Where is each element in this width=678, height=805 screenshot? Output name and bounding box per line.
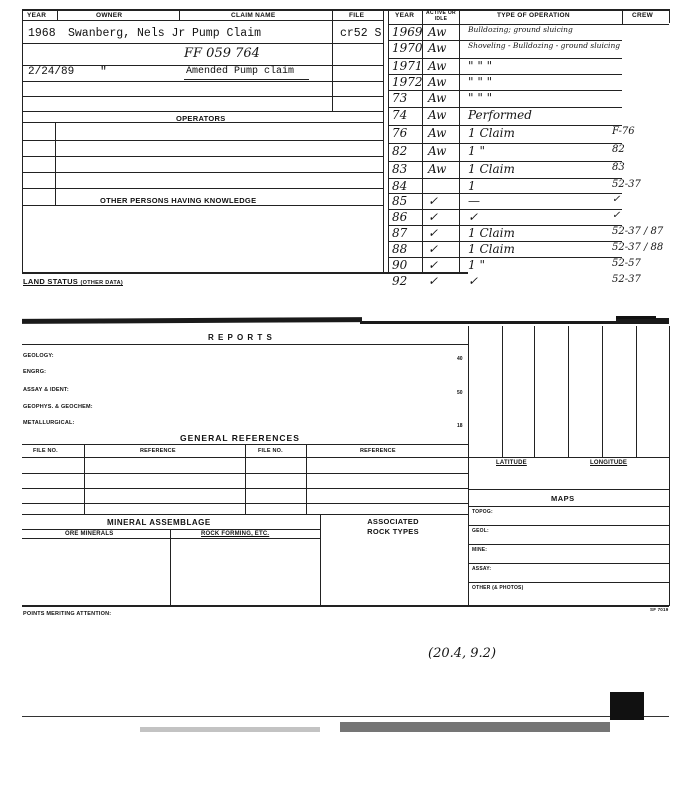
operation-year: 74 [392,108,408,122]
operation-status: Aw [428,41,447,55]
operation-status: Aw [428,126,447,140]
claim-1-owner: Swanberg, Nels Jr [68,27,186,40]
ref-header-file-2: FILE NO. [258,448,283,454]
report-label: METALLURGICAL: [23,420,75,426]
map-field-label: TOPOG: [472,509,493,515]
claim-1-file: cr52 S [340,27,382,40]
scan-black-square [610,692,644,720]
ops-line-7 [388,143,622,144]
col-div-crew [622,9,623,25]
operation-type: Performed [468,108,532,122]
operation-type: Bulldozing; ground sluicing [468,25,573,34]
latlong-top-rule [468,457,669,458]
operation-year: 84 [392,179,408,193]
ref-header-file-1: FILE NO. [33,448,58,454]
points-meriting-label: POINTS MERITING ATTENTION: [23,611,112,617]
left-border [22,9,23,274]
mineral-divider [320,514,321,606]
map-grid-v1 [502,326,503,457]
mineral-top-rule [22,514,468,515]
op-line-1 [22,140,383,141]
col-div-year [57,9,58,20]
land-status-label: LAND STATUS (OTHER DATA) [23,277,123,286]
header-claim-name: CLAIM NAME [231,12,276,19]
operation-year: 83 [392,162,408,176]
operation-type: " " " [468,91,493,105]
ops-line-3 [388,74,622,75]
top-border [22,9,669,11]
operation-status: ✓ [428,210,439,224]
ops-line-10 [388,193,622,194]
operation-year: 1971 [392,59,423,73]
claim-underline [184,79,309,80]
report-page-number: 50 [457,390,463,396]
header-crew: CREW [632,12,654,19]
header-type-of-operation: TYPE OF OPERATION [497,12,570,19]
op-col-div [55,122,56,205]
operation-type: 1 Claim [468,162,515,176]
operation-status: Aw [428,144,447,158]
col-div-owner [179,9,180,20]
points-rule [22,605,669,607]
op-line-4 [22,188,383,189]
header-year-2: YEAR [395,12,415,19]
maps-rule [468,506,669,507]
scan-smudge [340,722,610,732]
operation-status: ✓ [428,258,439,272]
operation-type: 1 Claim [468,226,515,240]
operation-status: ✓ [428,274,439,288]
col-div-file [383,9,384,274]
general-references-label: GENERAL REFERENCES [180,433,300,443]
scan-mark [616,316,656,319]
operation-status: Aw [428,91,447,105]
operation-year: 87 [392,226,408,240]
operation-crew: 82 [612,144,625,155]
header-year: YEAR [27,12,47,19]
mineral-col-rule [22,538,320,539]
mineral-assemblage-label: MINERAL ASSEMBLAGE [107,518,211,527]
col-div-year2 [388,9,389,274]
operation-year: 92 [392,274,408,288]
reports-rule [22,344,468,345]
claim-1-name: Pump Claim [192,27,262,40]
operation-type: 1 " [468,258,485,272]
operation-status: Aw [428,108,447,122]
operation-crew: 52-37 / 87 [612,226,664,237]
thick-rule-left [22,317,362,324]
operation-status: Aw [428,75,447,89]
maps-label: MAPS [551,494,575,503]
header-rule-left [22,20,383,21]
latitude-label: LATITUDE [496,460,527,466]
other-persons-rule [22,205,383,206]
map-field-label: ASSAY: [472,566,492,572]
operation-type: 1 [468,179,476,193]
mineral-col-div [170,529,171,606]
coordinates-handwritten: (20.4, 9.2) [428,646,497,661]
operation-crew: ✓ [612,194,621,205]
operation-year: 82 [392,144,408,158]
right-border [669,9,670,23]
map-grid-v2 [534,326,535,457]
claim-2-owner: " [100,66,107,79]
report-label: GEOPHYS. & GEOCHEM: [23,404,93,410]
claim-2-name: Amended Pump claim [186,66,295,77]
operation-year: 76 [392,126,408,140]
map-field-label: MINE: [472,547,488,553]
ops-line-11 [388,209,622,210]
operation-type: Shoveling - Bulldozing - ground sluicing [468,41,621,50]
report-label: GEOLOGY: [23,353,54,359]
mineral-header-rule [22,529,320,530]
row-line-4 [22,96,383,97]
ops-line-14 [388,257,622,258]
map-field-label: OTHER (& PHOTOS) [472,585,524,591]
map-field-rule [468,544,669,545]
claim-2-year: 2/24/89 [28,66,75,78]
report-page-number: 18 [457,423,463,429]
col-div-type [459,9,460,274]
row-line-3 [22,81,383,82]
operation-type: 1 Claim [468,126,515,140]
header-owner: OWNER [96,12,123,19]
form-number: SF 7019 [650,607,669,612]
row-line-1 [22,43,383,44]
operation-crew: 52-57 [612,258,641,269]
operation-crew: F-76 [612,126,635,137]
op-line-2 [22,156,383,157]
maps-divider [468,326,469,606]
ref-col-2 [245,444,246,514]
maps-top-rule [468,489,669,490]
operation-status: Aw [428,162,447,176]
map-grid-v3 [568,326,569,457]
operation-year: 1972 [392,75,423,89]
operation-type: " " " [468,59,493,73]
operation-crew: 52-37 / 88 [612,242,664,253]
operation-year: 90 [392,258,408,272]
operation-status: ✓ [428,226,439,240]
map-grid-v4 [602,326,603,457]
header-active-idle: ACTIVE OR IDLE [426,10,456,22]
ref-header-ref-1: REFERENCE [140,448,176,454]
claim-serial-handwritten: FF 059 764 [184,46,260,61]
operation-crew: ✓ [612,210,621,221]
operation-year: 88 [392,242,408,256]
operation-year: 85 [392,194,408,208]
ref-header-ref-2: REFERENCE [360,448,396,454]
other-persons-label: OTHER PERSONS HAVING KNOWLEDGE [100,196,257,205]
operation-type: ✓ [468,210,479,224]
operation-crew: 52-37 [612,274,641,285]
ref-col-3 [306,444,307,514]
op-line-3 [22,172,383,173]
report-label: ASSAY & IDENT: [23,387,69,393]
map-field-rule [468,525,669,526]
ops-line-2 [388,58,622,59]
row-line-5 [22,111,383,112]
operation-year: 1970 [392,41,423,55]
rock-forming-label: ROCK FORMING, ETC. [201,531,270,537]
operation-status: ✓ [428,242,439,256]
maps-right-border [669,326,670,606]
map-field-label: GEOL: [472,528,489,534]
reports-label: R E P O R T S [208,333,273,342]
claim-1-year: 1968 [28,27,56,40]
map-field-rule [468,582,669,583]
operation-type: ✓ [468,274,479,288]
operation-type: " " " [468,75,493,89]
operation-status: Aw [428,59,447,73]
report-page-number: 40 [457,356,463,362]
map-grid-v5 [636,326,637,457]
operation-type: 1 Claim [468,242,515,256]
operation-year: 73 [392,91,408,105]
longitude-label: LONGITUDE [590,460,628,466]
report-label: ENGRG: [23,369,47,375]
ref-col-1 [84,444,85,514]
map-field-rule [468,563,669,564]
associated-rock-types-label: ASSOCIATED ROCK TYPES [367,517,419,536]
operation-year: 1969 [392,25,423,39]
ops-line-4 [388,90,622,91]
operation-crew: 52-37 [612,179,641,190]
ore-minerals-label: ORE MINERALS [65,531,114,537]
operation-type: — [468,194,480,208]
operation-type: 1 " [468,144,485,158]
operators-label: OPERATORS [176,114,226,123]
operation-crew: 83 [612,162,625,173]
scan-edge-line [22,716,669,717]
operation-year: 86 [392,210,408,224]
scan-speckle [140,727,320,732]
operation-status: ✓ [428,194,439,208]
header-file: FILE [349,12,365,19]
ops-line-9 [388,178,622,179]
operation-status: Aw [428,25,447,39]
